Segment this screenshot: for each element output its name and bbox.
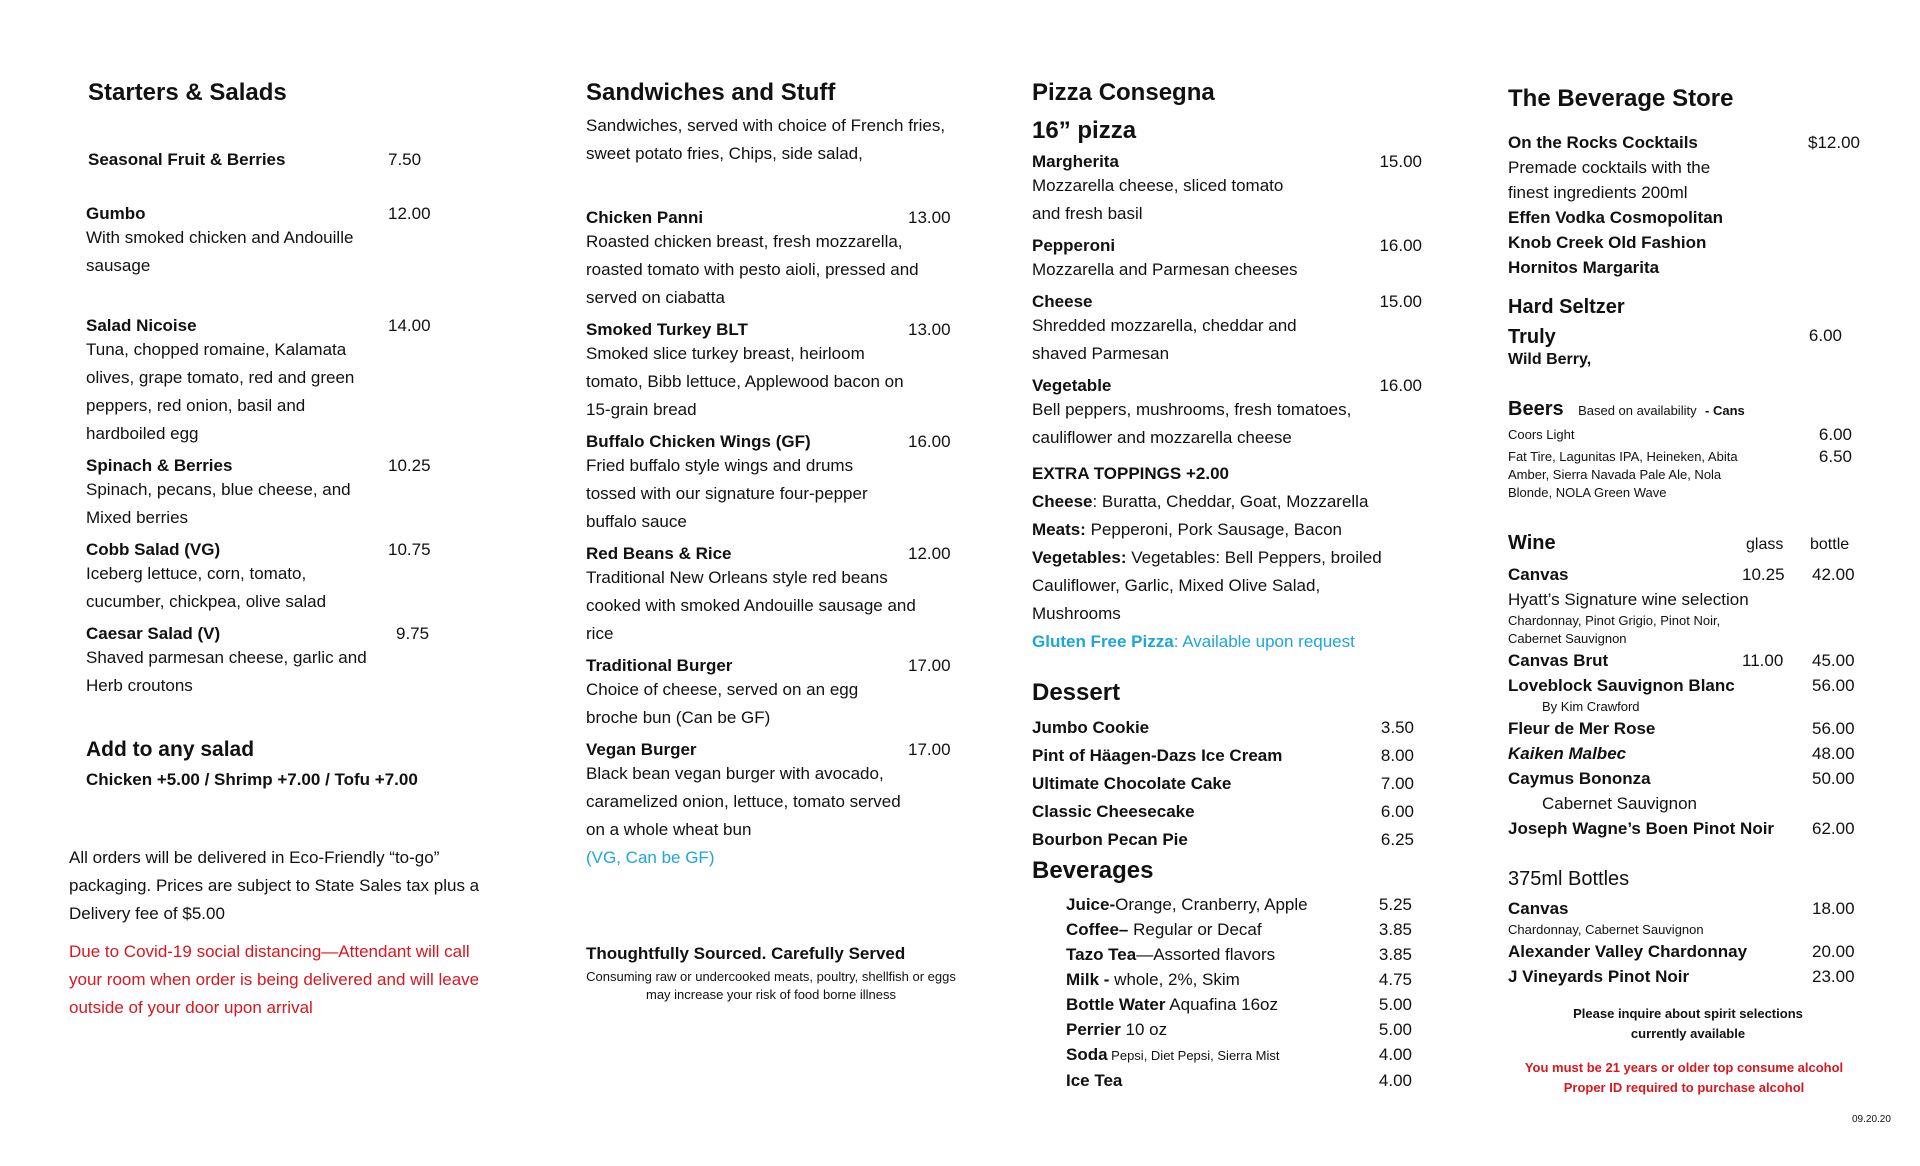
item-name: Coors Light — [1508, 427, 1575, 442]
section-title-dessert: Dessert — [1032, 679, 1121, 706]
item-name: Buffalo Chicken Wings (GF) — [586, 432, 811, 451]
wine-item — [1508, 816, 1860, 841]
item-name: Canvas Brut — [1508, 651, 1609, 670]
item-price: 3.85 — [1378, 945, 1412, 964]
toppings-meats-label: Meats: — [1032, 520, 1086, 539]
section-title-beverage-store: The Beverage Store — [1508, 85, 1734, 112]
section-title-starters: Starters & Salads — [88, 79, 287, 106]
item-name: Coffee– — [1066, 920, 1129, 939]
item-name: Salad Nicoise — [86, 316, 197, 335]
item-description: Mozzarella and Parmesan cheeses — [1032, 260, 1298, 279]
item-name: Vegan Burger — [586, 740, 697, 759]
bottle-item — [1508, 939, 1860, 964]
item-name: Ultimate Chocolate Cake — [1032, 774, 1232, 793]
item-description: Smoked slice turkey breast, heirloom tomato, Bibb lettuce, Applewood bacon on 15-grain bread — [586, 344, 904, 419]
item-name: Cobb Salad (VG) — [86, 540, 221, 559]
item-name: Juice- — [1066, 895, 1116, 914]
wine-item — [1508, 673, 1860, 698]
item-name: Caesar Salad (V) — [86, 624, 221, 643]
bottle-item — [1508, 896, 1860, 921]
item-price: 6.25 — [1380, 830, 1414, 849]
toppings-meats-text: Pepperoni, Pork Sausage, Bacon — [1085, 520, 1342, 539]
item-description: Bell peppers, mushrooms, fresh tomatoes, cauliflower and mozzarella cheese — [1032, 400, 1352, 447]
item-detail: whole, 2%, Skim — [1109, 970, 1240, 989]
cocktails-block — [1508, 130, 1860, 280]
item-name: Fleur de Mer Rose — [1508, 719, 1656, 738]
wine-header — [1508, 532, 1860, 555]
item-price: 3.50 — [1380, 718, 1414, 737]
wine-bottle-header: bottle — [1810, 536, 1850, 553]
menu-item — [1032, 236, 1422, 284]
item-price: 14.00 — [388, 316, 431, 335]
item-description: Spinach, pecans, blue cheese, and Mixed berries — [86, 480, 351, 527]
wine-title: Wine — [1508, 532, 1556, 554]
item-name: Ice Tea — [1066, 1071, 1123, 1090]
item-name: Tazo Tea — [1066, 945, 1137, 964]
item-name: Truly — [1508, 326, 1556, 348]
item-name: Cheese — [1032, 292, 1093, 311]
item-detail: Pepsi, Diet Pepsi, Sierra Mist — [1107, 1048, 1280, 1063]
item-price: 12.00 — [908, 544, 951, 563]
bottle-item — [1508, 964, 1860, 989]
dessert-list — [1032, 714, 1414, 854]
item-name: Perrier — [1066, 1020, 1121, 1039]
toppings-veg-text: Vegetables: Bell Peppers, broiled Cauliflower, Garlic, Mixed Olive Salad, Mushrooms — [1032, 548, 1382, 623]
item-price: 6.00 — [1380, 802, 1414, 821]
item-price: 10.75 — [388, 540, 431, 559]
menu-item — [86, 624, 428, 700]
item-glass-price: 10.25 — [1742, 565, 1785, 584]
item-price: 18.00 — [1812, 899, 1855, 918]
item-bottle-price: 56.00 — [1812, 676, 1855, 695]
item-price: 20.00 — [1812, 942, 1855, 961]
add-to-salad-title: Add to any salad — [86, 738, 255, 761]
item-description: Black bean vegan burger with avocado, caramelized onion, lettuce, tomato served on a whole wheat bun — [586, 764, 901, 839]
section-title-beverages: Beverages — [1032, 857, 1154, 884]
toppings-cheese-text: : Buratta, Cheddar, Goat, Mozzarella — [1092, 492, 1369, 511]
item-detail: Regular or Decaf — [1128, 920, 1262, 939]
gluten-free-text: : Available upon request — [1173, 632, 1355, 651]
item-name: Bourbon Pecan Pie — [1032, 830, 1188, 849]
item-description: Shredded mozzarella, cheddar and shaved Parmesan — [1032, 316, 1297, 363]
wine-item — [1508, 562, 1860, 587]
item-description: With smoked chicken and Andouille sausage — [86, 228, 354, 275]
item-name: Joseph Wagne’s Boen Pinot Noir — [1508, 819, 1775, 838]
add-to-salad-options: Chicken +5.00 / Shrimp +7.00 / Tofu +7.00 — [86, 770, 418, 789]
menu-item — [86, 316, 431, 448]
toppings-cheese — [1032, 488, 1422, 516]
item-detail: —Assorted flavors — [1136, 945, 1276, 964]
beers-header — [1508, 398, 1745, 421]
item-price: 23.00 — [1812, 967, 1855, 986]
item-bottle-price: 62.00 — [1812, 819, 1855, 838]
menu-item — [586, 656, 952, 732]
item-name: Traditional Burger — [586, 656, 733, 675]
item-producer: By Kim Crawford — [1542, 699, 1640, 714]
item-name: Spinach & Berries — [86, 456, 233, 475]
item-glass-price: 11.00 — [1742, 651, 1784, 670]
menu-item — [586, 208, 952, 312]
item-price: 4.75 — [1378, 970, 1412, 989]
item-detail: 10 oz — [1120, 1020, 1168, 1039]
covid-notice: Due to Covid-19 social distancing—Attendant will call your room when order is being delivered and will leave outside of your door upon arrival — [69, 942, 480, 1017]
item-name: Vegetable — [1032, 376, 1112, 395]
wine-item — [1508, 741, 1860, 766]
bottles-title: 375ml Bottles — [1508, 868, 1630, 890]
menu-item — [586, 740, 952, 872]
beers-cans: - Cans — [1705, 403, 1745, 418]
item-price: 17.00 — [908, 656, 951, 675]
item-varietals: Chardonnay, Cabernet Sauvignon — [1508, 922, 1704, 937]
item-price: 5.25 — [1378, 895, 1412, 914]
item-name: Smoked Turkey BLT — [586, 320, 748, 339]
item-name: Soda — [1066, 1045, 1108, 1064]
item-description: Choice of cheese, served on an egg broche bun (Can be GF) — [586, 680, 859, 727]
item-name: Kaiken Malbec — [1508, 744, 1627, 763]
item-description: Hyatt’s Signature wine selection — [1508, 590, 1749, 609]
item-name: Margherita — [1032, 152, 1119, 171]
wine-item — [1508, 766, 1860, 791]
item-price: 7.00 — [1380, 774, 1414, 793]
section-title-sandwiches: Sandwiches and Stuff — [586, 79, 836, 106]
wine-item — [1508, 648, 1860, 673]
item-price: 6.50 — [1818, 447, 1852, 466]
wine-item — [1508, 716, 1860, 741]
item-name: Canvas — [1508, 899, 1569, 918]
seltzer-item — [1508, 326, 1842, 369]
sourced-title: Thoughtfully Sourced. Carefully Served — [586, 944, 906, 963]
item-bottle-price: 42.00 — [1812, 565, 1855, 584]
item-price: 9.75 — [396, 624, 430, 643]
beers-note: Based on availability — [1578, 403, 1697, 418]
item-price: 4.00 — [1378, 1045, 1412, 1064]
beverage-list — [1066, 892, 1412, 1093]
menu-item — [86, 456, 431, 532]
item-price: 6.00 — [1808, 326, 1842, 345]
beer-list — [1508, 426, 1852, 502]
item-name: Milk - — [1066, 970, 1110, 989]
item-name: Pint of Häagen-Dazs Ice Cream — [1032, 746, 1283, 765]
menu-item — [88, 150, 428, 170]
item-price: $12.00 — [1808, 133, 1860, 152]
wine-glass-header: glass — [1746, 536, 1784, 553]
item-price: 6.00 — [1818, 425, 1852, 444]
item-name: Gumbo — [86, 204, 146, 223]
menu-item — [86, 204, 431, 280]
item-description: Premade cocktails with the finest ingredients 200ml — [1508, 158, 1711, 202]
item-price: 15.00 — [1379, 292, 1422, 311]
cocktail-name: Knob Creek Old Fashion — [1508, 233, 1707, 252]
item-price: 5.00 — [1378, 1020, 1412, 1039]
vegan-note: (VG, Can be GF) — [586, 848, 715, 867]
section-title-pizza: Pizza Consegna — [1032, 79, 1215, 106]
item-description: Traditional New Orleans style red beans cooked with smoked Andouille sausage and rice — [586, 568, 916, 643]
pizza-size: 16” pizza — [1032, 117, 1137, 144]
item-name: Bottle Water — [1066, 995, 1166, 1014]
item-price: 4.00 — [1378, 1071, 1412, 1090]
item-flavor: Wild Berry, — [1508, 351, 1592, 368]
toppings-vegetables — [1032, 544, 1412, 628]
menu-item — [1032, 376, 1422, 452]
hard-seltzer-title: Hard Seltzer — [1508, 296, 1625, 318]
item-price: 7.50 — [388, 150, 422, 169]
delivery-notice: All orders will be delivered in Eco-Friendly “to-go” packaging. Prices are subject to State Sales tax plus a Delivery fee of $5.00 — [69, 848, 480, 923]
toppings-cheese-label: Cheese — [1032, 492, 1093, 511]
item-price: 5.00 — [1378, 995, 1412, 1014]
item-description: Roasted chicken breast, fresh mozzarella, roasted tomato with pesto aioli, pressed and served on ciabatta — [586, 232, 919, 307]
item-price: 8.00 — [1380, 746, 1414, 765]
food-safety-warning: Consuming raw or undercooked meats, poultry, shellfish or eggs may increase your risk of food borne illness — [586, 969, 956, 1002]
cocktail-name: Hornitos Margarita — [1508, 258, 1660, 277]
item-description: Iceberg lettuce, corn, tomato, cucumber, chickpea, olive salad — [86, 564, 327, 611]
menu-date: 09.20.20 — [1852, 1114, 1891, 1125]
item-price: 13.00 — [908, 320, 951, 339]
menu-item — [1032, 152, 1422, 228]
item-name: Fat Tire, Lagunitas IPA, Heineken, Abita Amber, Sierra Navada Pale Ale, Nola Blonde, NOLA Green Wave — [1508, 449, 1738, 500]
item-price: 13.00 — [908, 208, 951, 227]
spirit-inquiry-note: Please inquire about spirit selections currently available — [1573, 1006, 1803, 1041]
item-bottle-price: 45.00 — [1812, 651, 1855, 670]
item-description: Shaved parmesan cheese, garlic and Herb croutons — [86, 648, 367, 695]
item-bottle-price: 48.00 — [1812, 744, 1855, 763]
item-bottle-price: 56.00 — [1812, 719, 1855, 738]
age-notice-line: You must be 21 years or older top consume alcohol — [1524, 1060, 1844, 1075]
item-price: 16.00 — [1379, 376, 1422, 395]
gluten-free-label: Gluten Free Pizza — [1032, 632, 1174, 651]
item-varietal: Cabernet Sauvignon — [1542, 794, 1698, 813]
beers-title: Beers — [1508, 398, 1564, 420]
item-name: Canvas — [1508, 565, 1569, 584]
menu-item — [86, 540, 431, 616]
item-name: Loveblock Sauvignon Blanc — [1508, 676, 1735, 695]
item-bottle-price: 50.00 — [1812, 769, 1855, 788]
id-notice-line: Proper ID required to purchase alcohol — [1563, 1080, 1805, 1095]
item-name: Classic Cheesecake — [1032, 802, 1195, 821]
item-name: Seasonal Fruit & Berries — [88, 150, 286, 169]
toppings-meats — [1032, 516, 1422, 544]
item-price: 15.00 — [1379, 152, 1422, 171]
item-detail: Aquafina 16oz — [1165, 995, 1278, 1014]
item-detail: Orange, Cranberry, Apple — [1115, 895, 1308, 914]
item-name: Pepperoni — [1032, 236, 1116, 255]
menu-item — [586, 432, 952, 536]
item-price: 16.00 — [1379, 236, 1422, 255]
gluten-free-note — [1032, 628, 1422, 656]
item-varietals: Chardonnay, Pinot Grigio, Pinot Noir, Cabernet Sauvignon — [1508, 613, 1721, 646]
item-name: Jumbo Cookie — [1032, 718, 1150, 737]
item-price: 16.00 — [908, 432, 951, 451]
item-name: Alexander Valley Chardonnay — [1508, 942, 1748, 961]
toppings-veg-label: Vegetables: — [1032, 548, 1127, 567]
item-price: 12.00 — [388, 204, 431, 223]
item-name: J Vineyards Pinot Noir — [1508, 967, 1690, 986]
sandwiches-intro: Sandwiches, served with choice of French fries, sweet potato fries, Chips, side salad, — [586, 116, 946, 163]
item-name: Caymus Bononza — [1508, 769, 1651, 788]
menu-item — [1032, 292, 1422, 368]
item-description: Tuna, chopped romaine, Kalamata olives, grape tomato, red and green peppers, red onion, basil and hardboiled egg — [86, 340, 355, 443]
wine-list — [1508, 562, 1860, 841]
item-price: 17.00 — [908, 740, 951, 759]
item-name: On the Rocks Cocktails — [1508, 133, 1698, 152]
cocktail-name: Effen Vodka Cosmopolitan — [1508, 208, 1724, 227]
extra-toppings-title: EXTRA TOPPINGS +2.00 — [1032, 464, 1229, 483]
item-description: Fried buffalo style wings and drums tossed with our signature four-pepper buffalo sauce — [586, 456, 868, 531]
menu-item — [586, 544, 952, 648]
item-name: Chicken Panni — [586, 208, 704, 227]
item-price: 3.85 — [1378, 920, 1412, 939]
item-name: Red Beans & Rice — [586, 544, 732, 563]
age-notice — [1508, 1058, 1860, 1098]
item-description: Mozzarella cheese, sliced tomato and fresh basil — [1032, 176, 1284, 223]
item-price: 10.25 — [388, 456, 431, 475]
menu-item — [586, 320, 952, 424]
bottle-list — [1508, 896, 1860, 989]
